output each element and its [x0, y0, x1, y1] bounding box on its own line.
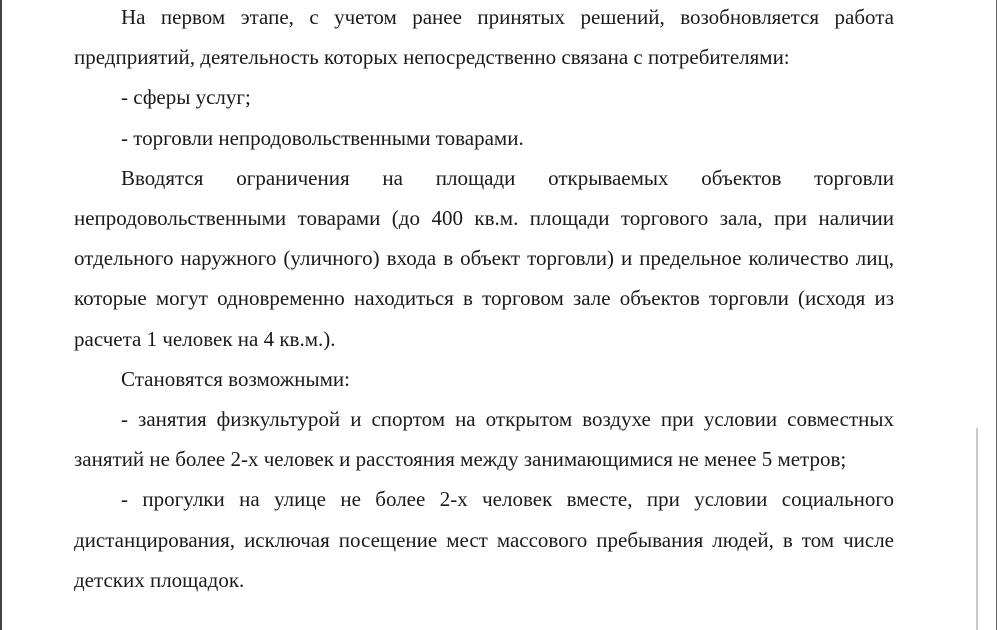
list-item-services: - сферы услуг;: [121, 85, 251, 110]
list-item-nonfood-trade: - торговли непродовольственными товарами.: [121, 125, 524, 150]
document-body: [74, 0, 894, 600]
list-item-walks: - прогулки на улице не более 2-х человек вместе, при условии социального дистанцирования, исключая посещение мест массового пребывания людей, в том числе детских площадок.: [74, 487, 894, 592]
list-item-sports: - занятия физкультурой и спортом на открытом воздухе при условии совместных занятий не более 2-х человек и расстояния между занимающимися не менее 5 метров;: [74, 407, 894, 472]
paragraph-first-stage: На первом этапе, с учетом ранее принятых решений, возобновляется работа предприятий, деятельность которых непосредственно связана с потребителями:: [74, 5, 894, 70]
scan-edge-line: [976, 428, 978, 630]
paragraph-restrictions: Вводятся ограничения на площади открываемых объектов торговли непродовольственными товарами (до 400 кв.м. площади торгового зала, при наличии отдельного наружного (уличного) входа в объект торговли) и предельное количество лиц, которые могут одновременно находиться в торговом зале объектов торговли (исходя из расчета 1 человек на 4 кв.м.).: [74, 165, 894, 351]
paragraph-become-possible: Становятся возможными:: [121, 366, 350, 391]
